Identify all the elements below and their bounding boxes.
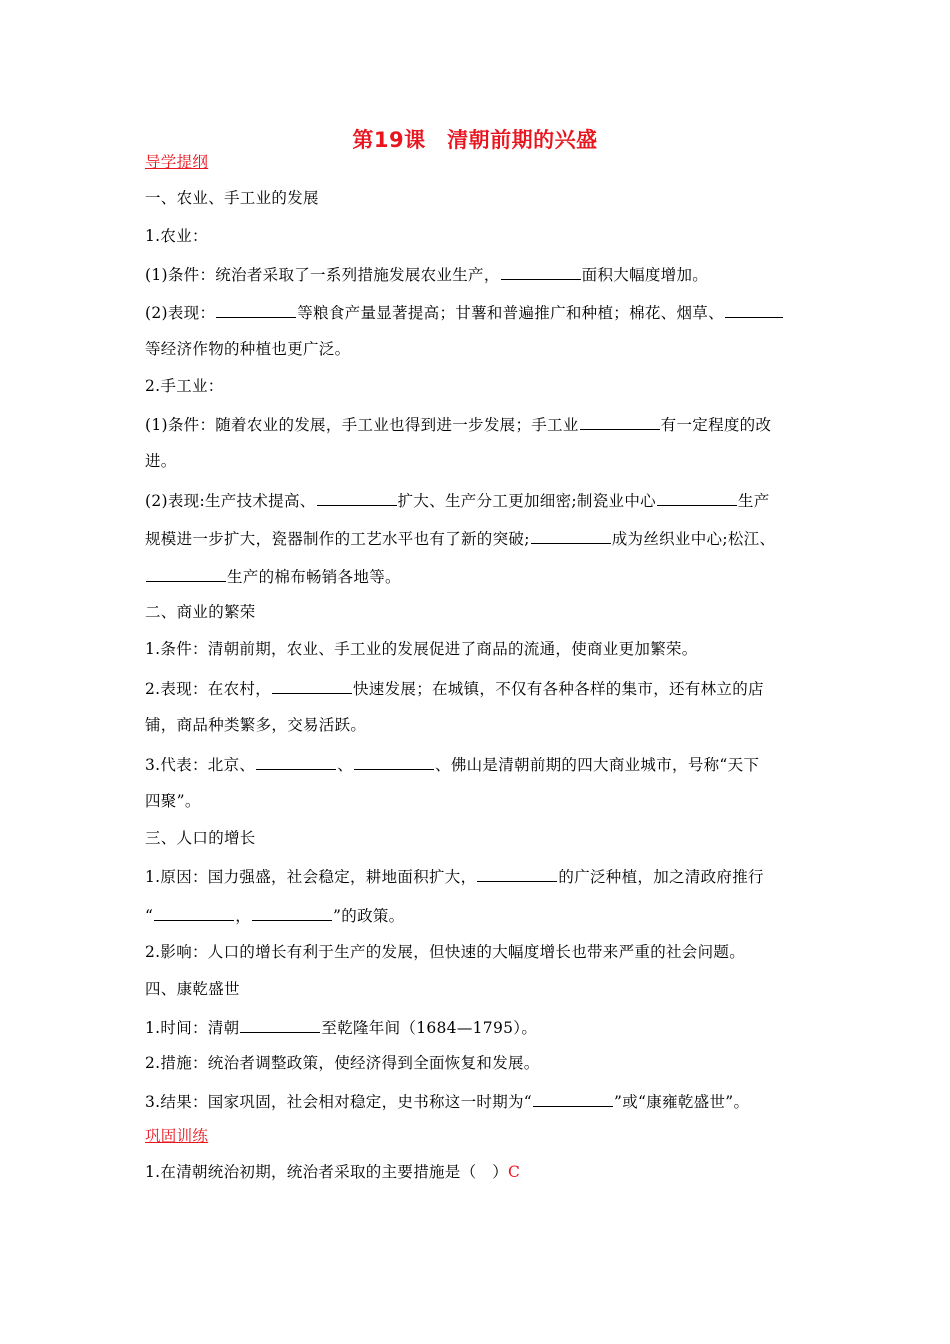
blank[interactable] — [154, 903, 234, 921]
agri-condition-line: (1)条件：统治者采取了一系列措施发展农业生产， 面积大幅度增加。 — [145, 262, 708, 286]
question-1-answer: C — [508, 1163, 521, 1181]
agri-performance-line: (2)表现： 等粮食产量显著提高；甘薯和普遍推广和种植；棉花、烟草、 — [145, 300, 784, 324]
handicraft-condition-line: (1)条件：随着农业的发展，手工业也得到进一步发展；手工业 有一定程度的改 — [145, 412, 771, 436]
blank[interactable] — [317, 488, 397, 506]
handicraft-performance-line: (2)表现:生产技术提高、 扩大、生产分工更加细密;制瓷业中心 生产 — [145, 488, 770, 512]
section-heading-4: 四、康乾盛世 — [145, 980, 240, 998]
blank[interactable] — [580, 412, 660, 430]
page-title: 第19课 清朝前期的兴盛 — [352, 128, 598, 152]
blank[interactable] — [725, 300, 783, 318]
blank[interactable] — [256, 752, 336, 770]
handicraft-performance-line-3: 生产的棉布畅销各地等。 — [145, 564, 401, 588]
section-heading-2: 二、商业的繁荣 — [145, 603, 256, 621]
handicraft-performance-line-2: 规模进一步扩大，瓷器制作的工艺水平也有了新的突破; 成为丝织业中心;松江、 — [145, 526, 775, 550]
blank[interactable] — [501, 262, 581, 280]
blank[interactable] — [240, 1015, 320, 1033]
handicraft-condition-line-2: 进。 — [145, 452, 177, 470]
subheading-handicraft: 2.手工业： — [145, 377, 224, 395]
blank[interactable] — [354, 752, 434, 770]
kangqian-time-line: 1.时间：清朝 至乾隆年间（1684—1795）。 — [145, 1015, 537, 1039]
commerce-representative-line-2: 四聚”。 — [145, 792, 201, 810]
kangqian-result-line: 3.结果：国家巩固，社会相对稳定，史书称这一时期为“ ”或“康雍乾盛世”。 — [145, 1089, 749, 1113]
blank[interactable] — [657, 488, 737, 506]
commerce-performance-line: 2.表现：在农村， 快速发展；在城镇，不仅有各种各样的集市，还有林立的店 — [145, 676, 764, 700]
blank[interactable] — [531, 526, 611, 544]
section-heading-1: 一、农业、手工业的发展 — [145, 189, 319, 207]
section-heading-3: 三、人口的增长 — [145, 829, 256, 847]
agri-performance-line-2: 等经济作物的种植也更广泛。 — [145, 340, 351, 358]
blank[interactable] — [272, 676, 352, 694]
blank[interactable] — [477, 864, 557, 882]
blank[interactable] — [216, 300, 296, 318]
commerce-representative-line: 3.代表：北京、 、 、佛山是清朝前期的四大商业城市，号称“天下 — [145, 752, 759, 776]
population-reason-line: 1.原因：国力强盛，社会稳定，耕地面积扩大， 的广泛种植，加之清政府推行 — [145, 864, 764, 888]
practice-heading: 巩固训练 — [145, 1127, 209, 1145]
question-1: 1.在清朝统治初期，统治者采取的主要措施是（ ）C — [145, 1163, 521, 1181]
subheading-agriculture: 1.农业： — [145, 227, 208, 245]
population-reason-line-2: “ ， ”的政策。 — [145, 903, 404, 927]
blank[interactable] — [146, 564, 226, 582]
guide-heading: 导学提纲 — [145, 153, 209, 171]
population-impact-line: 2.影响：人口的增长有利于生产的发展，但快速的大幅度增长也带来严重的社会问题。 — [145, 943, 745, 961]
commerce-performance-line-2: 铺，商品种类繁多，交易活跃。 — [145, 716, 367, 734]
commerce-condition-line: 1.条件：清朝前期，农业、手工业的发展促进了商品的流通，使商业更加繁荣。 — [145, 640, 698, 658]
blank[interactable] — [533, 1089, 613, 1107]
kangqian-measures-line: 2.措施：统治者调整政策，使经济得到全面恢复和发展。 — [145, 1054, 540, 1072]
blank[interactable] — [252, 903, 332, 921]
